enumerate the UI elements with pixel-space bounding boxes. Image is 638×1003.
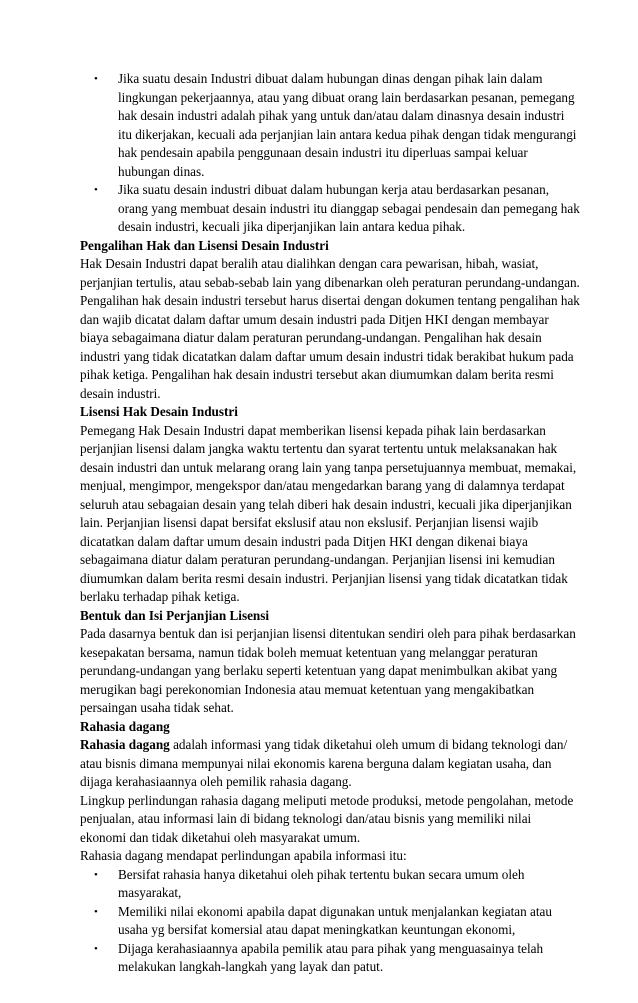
document-page [80, 70, 580, 977]
section-heading: Lisensi Hak Desain Industri [80, 404, 238, 419]
bullet-icon: • [94, 184, 98, 196]
list-item-text: Memiliki nilai ekonomi apabila dapat digunakan untuk menjalankan kegiatan atau usaha yg bersifat komersial atau dapat meningkatkan keuntungan ekonomi, [118, 903, 552, 937]
section-paragraph: Pada dasarnya bentuk dan isi perjanjian lisensi ditentukan sendiri oleh para pihak berdasarkan kesepakatan bersama, namun tidak boleh memuat ketentuan yang melanggar peraturan perundang-undangan yang berlaku seperti ketentuan yang dapat menimbulkan akibat yang merugikan bagi perekonomian Indonesia atau memuat ketentuan yang mengakibatkan persaingan usaha tidak sehat. [80, 626, 576, 715]
list-item [80, 181, 580, 237]
list-item-text: Bersifat rahasia hanya diketahui oleh pihak tertentu bukan secara umum oleh masyarakat, [118, 866, 525, 900]
lead-definition: adalah informasi yang tidak diketahui oleh umum di bidang teknologi dan/ atau bisnis dimana mempunyai nilai ekonomis karena berguna dalam kegiatan usaha, dan dijaga kerahasiaannya oleh pemilik rahasia dagang. [80, 737, 568, 789]
list-item [80, 866, 580, 903]
section-heading: Bentuk dan Isi Perjanjian Lisensi [80, 607, 270, 623]
section-paragraph: Lingkup perlindungan rahasia dagang meliputi metode produksi, metode pengolahan, metode penjualan, atau informasi lain di bidang teknologi dan/atau bisnis yang memiliki nilai ekonomi dan tidak diketahui oleh masyarakat umum. [80, 792, 574, 845]
bullet-icon: • [94, 868, 98, 881]
bullet-icon: • [94, 73, 98, 85]
condition-bullet-list [80, 866, 580, 977]
section-paragraph: Hak Desain Industri dapat beralih atau dialihkan dengan cara pewarisan, hibah, wasiat, perjanjian tertulis, atau sebab-sebab lain yang dibenarkan oleh peraturan perundang-undangan. Pengalihan hak desain industri tersebut harus disertai dengan dokumen tentang pengalihan hak dan wajib dicatat dalam daftar umum desain industri pada Ditjen HKI dengan membayar biaya sebagaimana diatur dalam peraturan perundang-undangan. Pengalihan hak desain industri yang tidak dicatatkan dalam daftar umum desain industri tidak berakibat hukum pada pihak ketiga. Pengalihan hak desain industri tersebut akan diumumkan dalam berita resmi desain industri. [80, 256, 580, 401]
section-heading: Rahasia dagang [80, 718, 170, 734]
section-paragraph [80, 736, 580, 792]
list-item-text: Jika suatu desain Industri dibuat dalam hubungan dinas dengan pihak lain dalam lingkungan pekerjaannya, atau yang dibuat orang lain berdasarkan pesanan, pemegang hak desain industri adalah pihak yang untuk dan/atau dalam dinasnya desain industri itu dikerjakan, kecuali ada perjanjian lain antara kedua pihak dengan tidak mengurangi hak pendesain apabila penggunaan desain industri itu diperluas sampai keluar hubungan dinas. [118, 71, 577, 179]
bullet-icon: • [94, 905, 98, 918]
list-item [80, 903, 580, 940]
list-item-text: Dijaga kerahasiaannya apabila pemilik atau para pihak yang menguasainya telah melakukan langkah-langkah yang layak dan patut. [118, 940, 544, 974]
lead-term: Rahasia dagang [80, 737, 170, 752]
section-paragraph: Rahasia dagang mendapat perlindungan apabila informasi itu: [80, 848, 407, 863]
section-heading: Pengalihan Hak dan Lisensi Desain Industri [80, 237, 329, 253]
top-bullet-list [80, 70, 580, 237]
list-item-text: Jika suatu desain industri dibuat dalam hubungan kerja atau berdasarkan pesanan, orang yang membuat desain industri itu dianggap sebagai pendesain dan pemegang hak desain industri, kecuali jika diperjanjikan lain antara kedua pihak. [118, 182, 580, 234]
section-paragraph: Pemegang Hak Desain Industri dapat memberikan lisensi kepada pihak lain berdasarkan perjanjian lisensi dalam jangka waktu tertentu dan syarat tertentu untuk melaksanakan hak desain industri dan untuk melarang orang lain yang tanpa persetujuannya membuat, memakai, menjual, mengimpor, mengekspor dan/atau mengedarkan barang yang di dalamnya terdapat seluruh atau sebagaian desain yang telah diberi hak desain industri, kecuali jika diperjanjikan lain. Perjanjian lisensi dapat bersifat ekslusif atau non ekslusif. Perjanjian lisensi wajib dicatatkan dalam daftar umum desain industri pada Ditjen HKI dengan dikenai biaya sebagaimana diatur dalam peraturan perundang-undangan. Perjanjian lisensi ini kemudian diumumkan dalam berita resmi desain industri. Perjanjian lisensi yang tidak dicatatkan tidak berlaku terhadap pihak ketiga. [80, 422, 577, 604]
list-item [80, 940, 580, 977]
bullet-icon: • [94, 942, 98, 955]
list-item [80, 70, 580, 181]
